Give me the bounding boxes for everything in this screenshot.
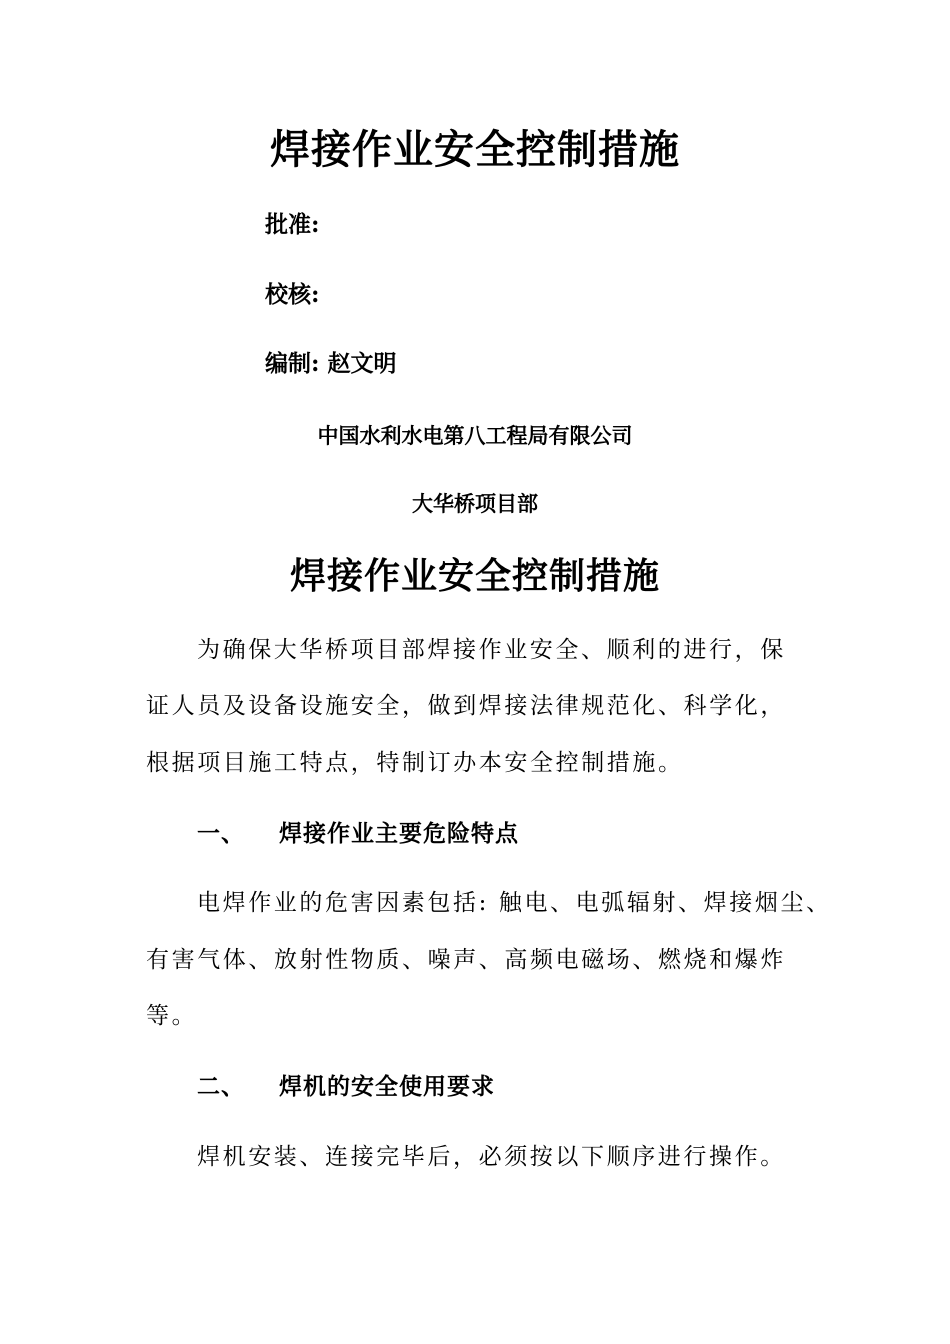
department-name: 大华桥项目部: [412, 491, 538, 516]
intro-line-1: 为确保大华桥项目部焊接作业安全、顺利的进行，保: [197, 637, 786, 663]
section-1-line-2: 有害气体、放射性物质、噪声、高频电磁场、燃烧和爆炸: [146, 947, 786, 973]
section-heading-2: [197, 1068, 495, 1101]
organization-name: 中国水利水电第八工程局有限公司: [317, 423, 633, 448]
section-2-line-1: 焊机安装、连接完毕后，必须按以下顺序进行操作。: [197, 1144, 786, 1170]
approval-row-compile: [265, 345, 397, 378]
intro-line-2: 证人员及设备设施安全，做到焊接法律规范化、科学化，: [146, 693, 786, 719]
section-number-1: 一、: [197, 820, 245, 847]
section-title-2: 焊机的安全使用要求: [279, 1073, 495, 1100]
cover-title: 焊接作业安全控制措施: [270, 126, 680, 173]
section-number-2: 二、: [197, 1073, 245, 1100]
document-title: 焊接作业安全控制措施: [289, 555, 660, 597]
approval-row-approve: [265, 206, 328, 239]
section-heading-1: [197, 815, 519, 848]
section-title-1: 焊接作业主要危险特点: [279, 820, 519, 847]
compile-label: 编制:: [265, 350, 320, 377]
compile-value: 赵文明: [327, 350, 397, 377]
section-1-line-1: 电焊作业的危害因素包括: 触电、电弧辐射、焊接烟尘、: [197, 890, 832, 916]
review-label: 校核:: [265, 281, 320, 308]
approval-row-review: [265, 276, 328, 309]
intro-line-3: 根据项目施工特点，特制订办本安全控制措施。: [146, 750, 684, 776]
approve-label: 批准:: [265, 211, 320, 238]
section-1-line-3: 等。: [146, 1003, 198, 1029]
